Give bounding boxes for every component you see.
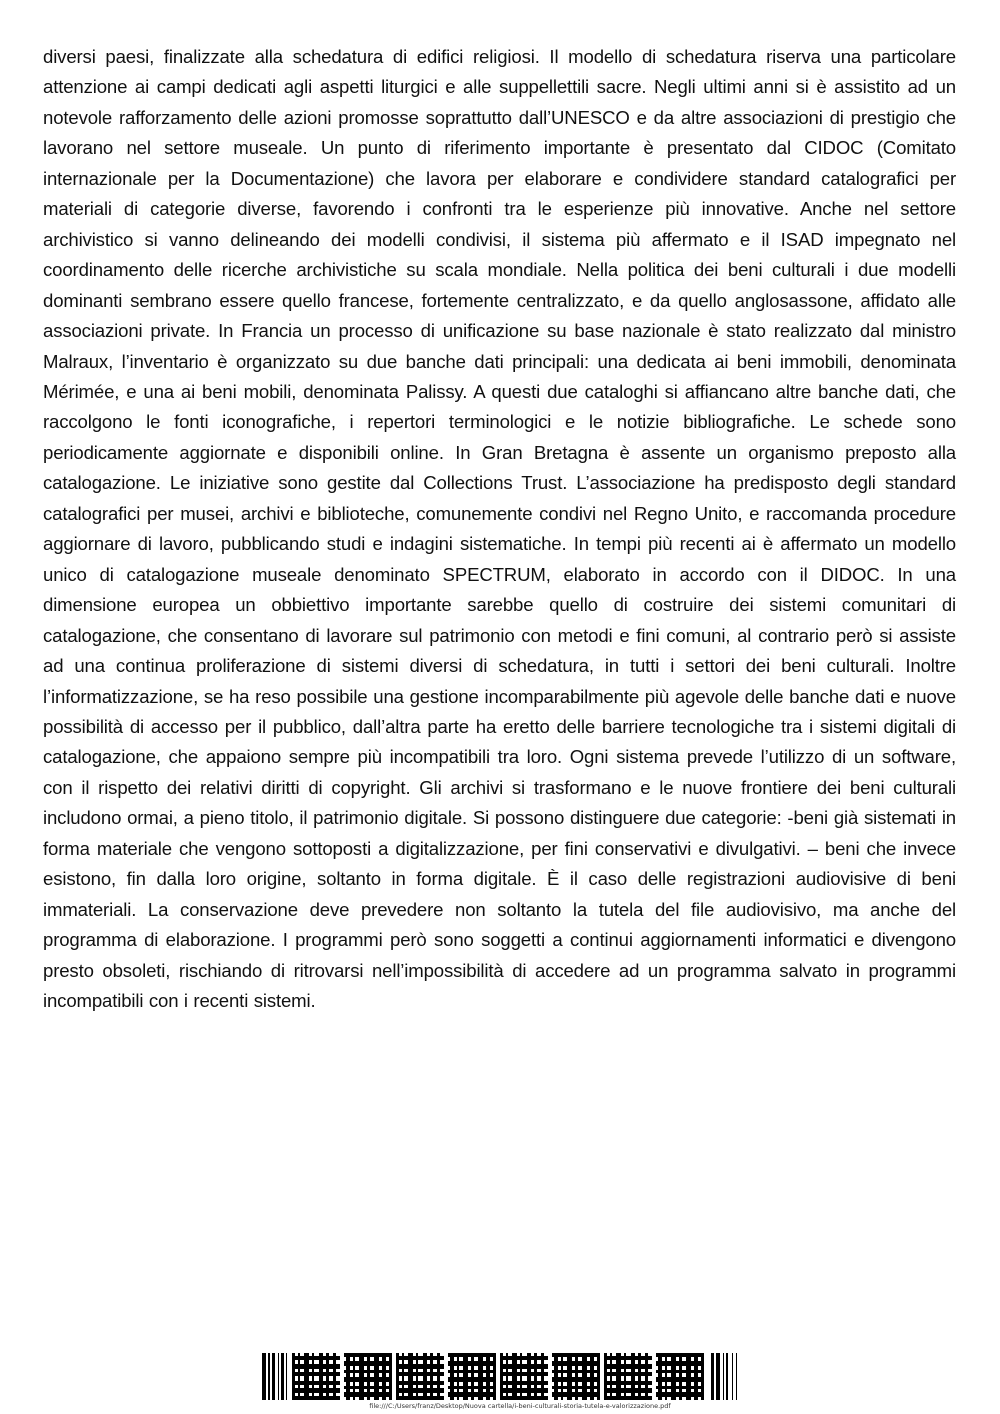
body-paragraph: diversi paesi, finalizzate alla schedatura di edifici religiosi. Il modello di schedatura riserva una particolare attenzione ai campi dedicati agli aspetti liturgici e alle suppellettili sacre. Negli ultimi anni si è assistito ad un notevole rafforzamento delle azioni promosse soprattutto dall’UNESCO e da altre associazioni di prestigio che lavorano nel settore museale. Un punto di riferimento importante è presentato dal CIDOC (Comitato internazionale per la Documentazione) che lavora per elaborare e condividere standard catalografici per materiali di categorie diverse, favorendo i confronti tra le esperienze più innovative. Anche nel settore archivistico si vanno delineando dei modelli condivisi, il sistema più affermato e il ISAD impegnato nel coordinamento delle ricerche archivistiche su scala mondiale. Nella politica dei beni culturali i due modelli dominanti sembrano essere quello francese, fortemente centralizzato, e da quello anglosassone, affidato alle associazioni private. In Francia un processo di unificazione su base nazionale è stato realizzato dal ministro Malraux, l’inventario è organizzato su due banche dati principali: una dedicata ai beni immobili, denominata Mérimée, e una ai beni mobili, denominata Palissy. A questi due cataloghi si affiancano altre banche dati, che raccolgono le fonti iconografiche, i repertori terminologici e le notizie bibliografiche. Le schede sono periodicamente aggiornate e disponibili online. In Gran Bretagna è assente un organismo preposto alla catalogazione. Le iniziative sono gestite dal Collections Trust. L’associazione ha predisposto degli standard catalografici per musei, archivi e biblioteche, comunemente condivi nel Regno Unito, e raccomanda procedure aggiornare di lavoro, pubblicando studi e indagini sistematiche. In tempi più recenti ai è affermato un modello unico di catalogazione museale denominato SPECTRUM, elaborato in accordo con il DIDOC. In una dimensione europea un obbiettivo importante sarebbe quello di costruire dei sistemi comunitari di catalogazione, che consentano di lavorare sul patrimonio con metodi e fini comuni, al contrario però si assiste ad una continua proliferazione di sistemi diversi di schedatura, in tutti i settori dei beni culturali. Inoltre l’informatizzazione, se ha reso possibile una gestione incomparabilmente più agevole delle banche dati e nuove possibilità di accesso per il pubblico, dall’altra parte ha eretto delle barriere tecnologiche tra i sistemi digitali di catalogazione, che appaiono sempre più incompatibili tra loro. Ogni sistema prevede l’utilizzo di un software, con il rispetto dei relativi diritti di copyright. Gli archivi si trasformano e le nuove frontiere dei beni culturali includono ormai, a pieno titolo, il patrimonio digitale. Si possono distinguere due categorie: -beni già sistemati in forma materiale che vengono sottoposti a digitalizzazione, per fini conservativi e divulgativi. – beni che invece esistono, fin dalla loro origine, soltanto in forma digitale. È il caso delle registrazioni audiovisive di beni immateriali. La conservazione deve prevedere non soltanto la tutela del file audiovisivo, ma anche del programma di elaborazione. I programmi però sono soggetti a continui aggiornamenti informatici e divengono presto obsoleti, rischiando di ritrovarsi nell’impossibilità di accedere ad un programma salvato in programmi incompatibili con i recenti sistemi.: [43, 46, 956, 1012]
barcode-module: [292, 1353, 340, 1400]
barcode-module: [448, 1353, 496, 1400]
barcode-module: [500, 1353, 548, 1400]
barcode-module: [552, 1353, 600, 1400]
barcode-module: [656, 1353, 704, 1400]
barcode-icon: [262, 1353, 774, 1400]
barcode-module: [344, 1353, 392, 1400]
barcode-guard-left: [262, 1353, 292, 1400]
barcode-module: [396, 1353, 444, 1400]
footer-file-path: file:///C:/Users/franz/Desktop/Nuova cartella/i-beni-culturali-storia-tutela-e-valorizzazione.pdf: [369, 1402, 671, 1410]
barcode-module: [604, 1353, 652, 1400]
barcode-guard-right: [708, 1353, 737, 1400]
